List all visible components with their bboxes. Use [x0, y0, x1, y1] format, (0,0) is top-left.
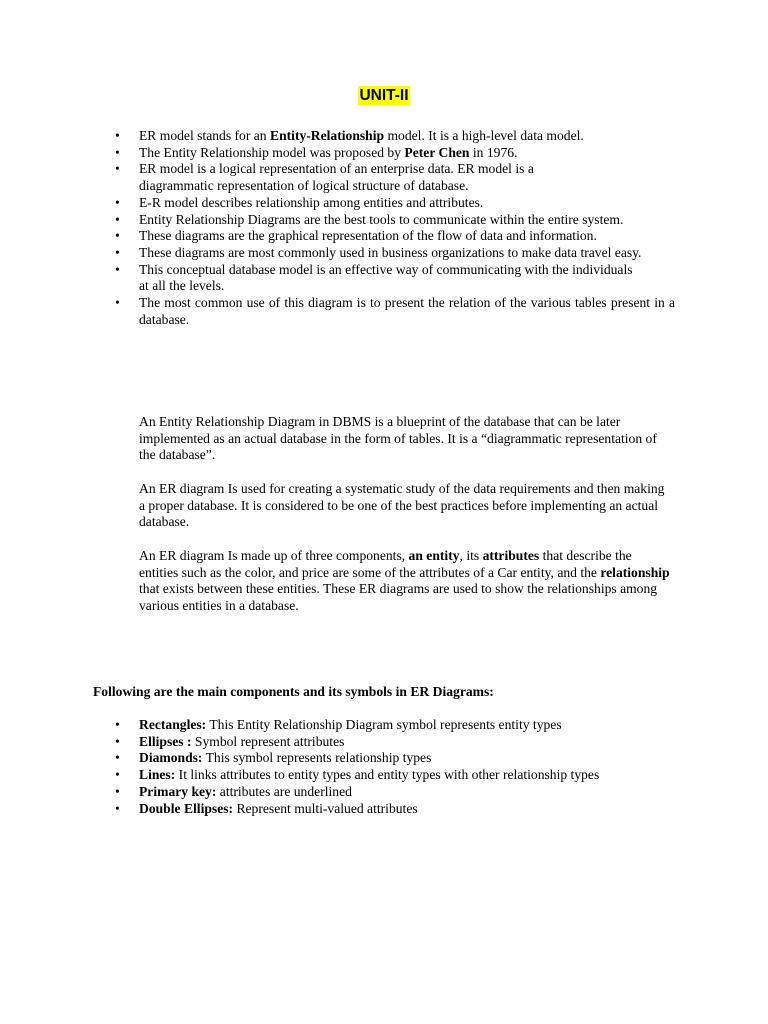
- title-container: [0, 87, 768, 105]
- bullet-icon: •: [115, 261, 120, 277]
- page-title: UNIT-II: [359, 87, 409, 104]
- bullet-icon: •: [115, 733, 120, 749]
- bullet-icon: •: [115, 800, 120, 816]
- bullet-icon: •: [115, 295, 120, 311]
- list-item: • These diagrams are most commonly used in business organizations to make data travel easy.: [115, 244, 642, 260]
- list-item: • Ellipses : Symbol represent attributes: [115, 733, 345, 749]
- list-item: • ER model is a logical representation of an enterprise data. ER model is a diagrammatic representation of logical structure of database.: [115, 161, 534, 194]
- bullet-icon: •: [115, 750, 120, 766]
- list-item: • ER model stands for an Entity-Relationship model. It is a high-level data model.: [115, 128, 584, 143]
- list-item: • This conceptual database model is an effective way of communicating with the individuals at all the levels.: [115, 261, 633, 294]
- list-item: • The most common use of this diagram is to present the relation of the various tables present in a database.: [115, 295, 675, 327]
- intro-bullet-list: [115, 128, 675, 328]
- paragraph-erd-purpose: An ER diagram Is used for creating a systematic study of the data requirements and then making a proper database. It is considered to be one of the best practices before implementing an actual database.: [139, 481, 665, 530]
- section-heading: Following are the main components and its symbols in ER Diagrams:: [93, 684, 494, 699]
- list-item: • E-R model describes relationship among entities and attributes.: [115, 194, 484, 210]
- bullet-icon: •: [115, 128, 120, 143]
- paragraph-erd-components: An ER diagram Is made up of three components, an entity, its attributes that describe the entities such as the color, and price are some of the attributes of a Car entity, and the relationship that exists between these entities. These ER diagrams are used to show the relationships among various entities in a database.: [139, 548, 670, 614]
- bullet-icon: •: [115, 194, 120, 210]
- list-item: • These diagrams are the graphical representation of the flow of data and information.: [115, 228, 597, 244]
- list-item: • Entity Relationship Diagrams are the best tools to communicate within the entire system.: [115, 211, 624, 227]
- paragraph-erd-definition: An Entity Relationship Diagram in DBMS is a blueprint of the database that can be later implemented as an actual database in the form of tables. It is a “diagrammatic representation of the database”.: [139, 414, 657, 463]
- bullet-icon: •: [115, 228, 120, 244]
- list-item: • Double Ellipses: Represent multi-valued attributes: [115, 800, 418, 816]
- list-item: • Rectangles: This Entity Relationship Diagram symbol represents entity types: [115, 717, 562, 732]
- list-item: • Diamonds: This symbol represents relationship types: [115, 750, 432, 766]
- list-item: • Primary key: attributes are underlined: [115, 783, 352, 799]
- bullet-icon: •: [115, 211, 120, 227]
- components-bullet-list: [115, 717, 699, 817]
- bullet-icon: •: [115, 144, 120, 160]
- list-item: • The Entity Relationship model was proposed by Peter Chen in 1976.: [115, 144, 518, 160]
- bullet-icon: •: [115, 783, 120, 799]
- bullet-icon: •: [115, 244, 120, 260]
- bullet-icon: •: [115, 161, 120, 177]
- bullet-icon: •: [115, 717, 120, 732]
- list-item: • Lines: It links attributes to entity types and entity types with other relationship types: [115, 767, 600, 783]
- bullet-icon: •: [115, 767, 120, 783]
